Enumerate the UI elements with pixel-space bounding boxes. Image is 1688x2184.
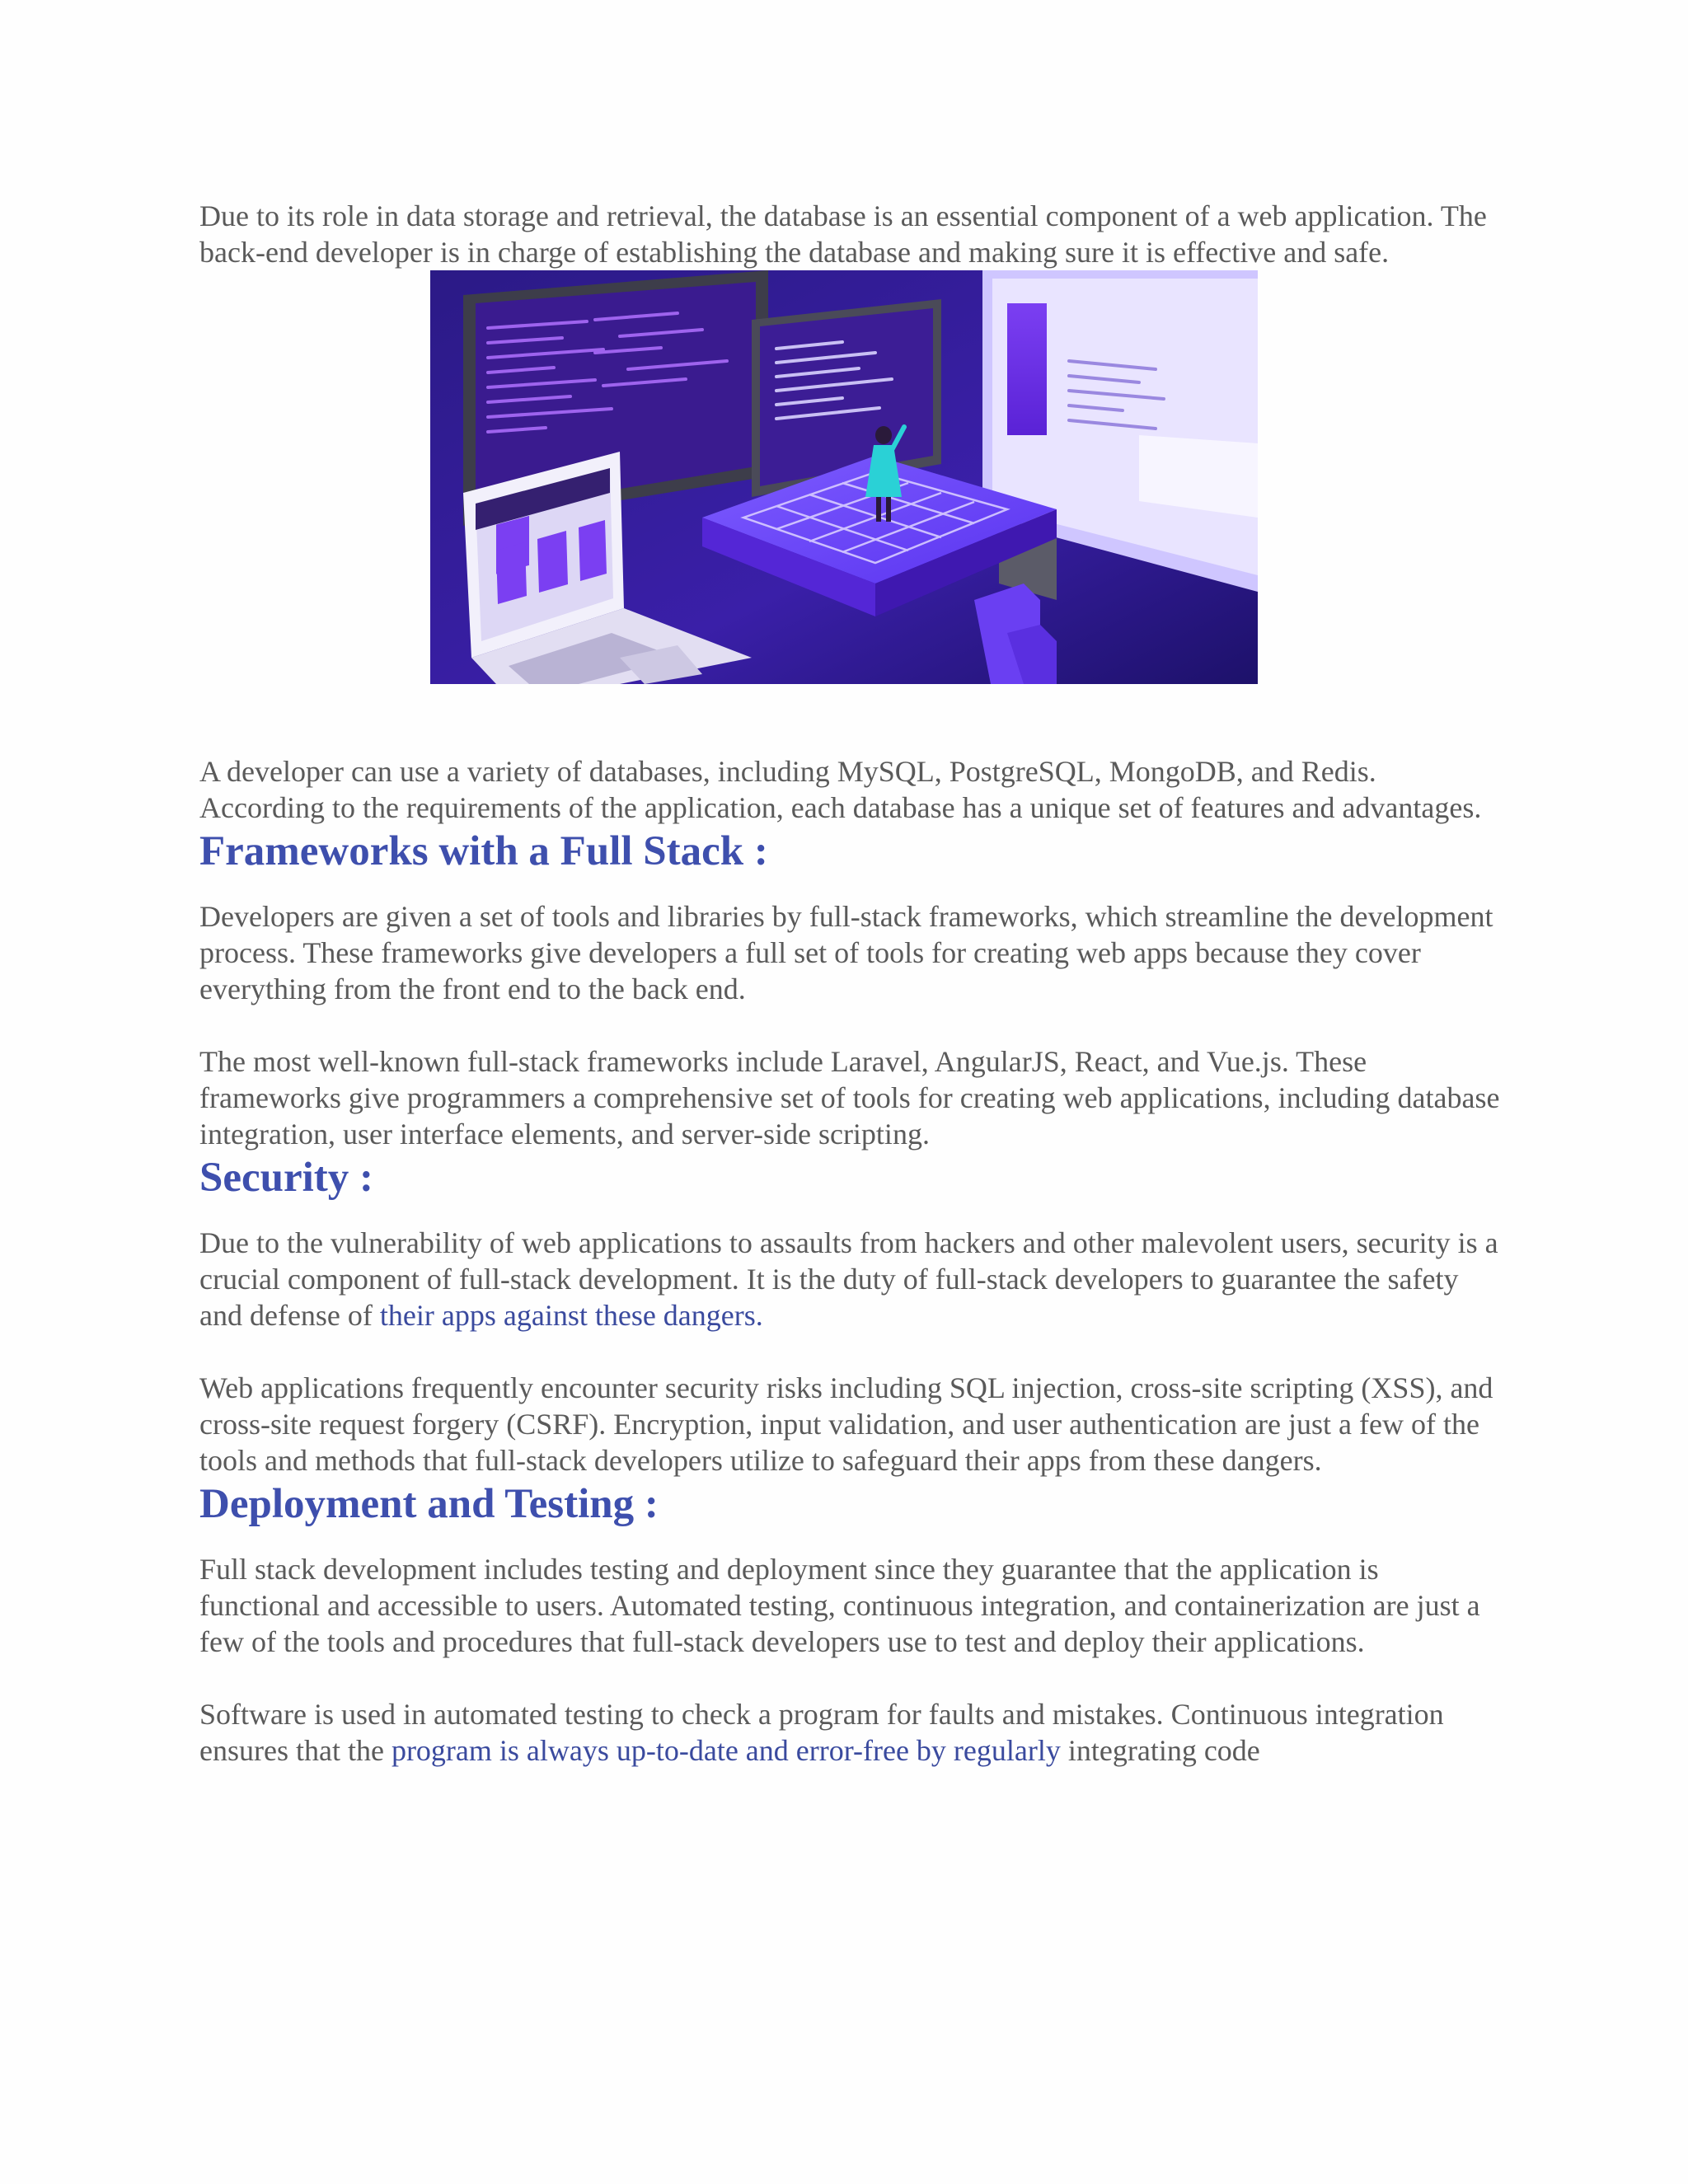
automated-testing-text: Software is used in automated testing to check a program for faults and mistakes. Continuous integration ensures that the — [199, 1698, 1444, 1767]
paragraph-frameworks-intro: Developers are given a set of tools and libraries by full-stack frameworks, which streamline the development process. These frameworks give developers a full set of tools for creating web apps because they cover everything from the front end to the back end. — [199, 900, 1493, 1005]
automated-testing-text-end: integrating code — [1060, 1734, 1260, 1767]
heading-security: Security : — [199, 1155, 374, 1201]
paragraph-frameworks-examples: The most well-known full-stack frameworks include Laravel, AngularJS, React, and Vue.js. These frameworks give programmers a comprehensive set of tools for creating web applications, including database integration, user interface elements, and server-side scripting. — [199, 1045, 1500, 1151]
continuous-integration-link[interactable]: program is always up-to-date and error-free by regularly — [391, 1734, 1061, 1767]
paragraph-security-risks: Web applications frequently encounter security risks including SQL injection, cross-site scripting (XSS), and cross-site request forgery (CSRF). Encryption, input validation, and user authentication are just a few of the tools and methods that full-stack developers utilize to safeguard their apps from these dangers. — [199, 1371, 1493, 1477]
document-content — [199, 198, 1502, 1769]
heading-deployment: Deployment and Testing : — [199, 1481, 659, 1527]
security-intro-text: Due to the vulnerability of web applications to assaults from hackers and other malevolent users, security is a crucial component of full-stack development. It is the duty of full-stack developers to guarantee the safety and defense of — [199, 1226, 1498, 1332]
heading-frameworks: Frameworks with a Full Stack : — [199, 828, 768, 874]
spacer — [199, 1203, 1502, 1225]
spacer — [199, 684, 1502, 753]
paragraph-security-intro — [199, 1225, 1502, 1333]
spacer — [199, 1333, 1502, 1370]
spacer — [199, 1660, 1502, 1696]
spacer — [199, 877, 1502, 898]
paragraph-automated-testing — [199, 1696, 1502, 1769]
paragraph-deployment-intro: Full stack development includes testing and deployment since they guarantee that the application is functional and accessible to users. Automated testing, continuous integration, and containerization are just a few of the tools and procedures that full-stack developers use to test and deploy their applications. — [199, 1553, 1480, 1658]
developer-illustration-image — [430, 270, 1258, 684]
spacer — [199, 1530, 1502, 1551]
paragraph-database-types: A developer can use a variety of databases, including MySQL, PostgreSQL, MongoDB, and Redis. According to the requirements of the application, each database has a unique set of features and advantages. — [199, 755, 1482, 824]
spacer — [199, 1007, 1502, 1043]
security-link[interactable]: their apps against these dangers. — [379, 1299, 763, 1332]
paragraph-database-role: Due to its role in data storage and retrieval, the database is an essential component of a web application. The back-end developer is in charge of establishing the database and making sure it is effective and safe. — [199, 199, 1487, 269]
